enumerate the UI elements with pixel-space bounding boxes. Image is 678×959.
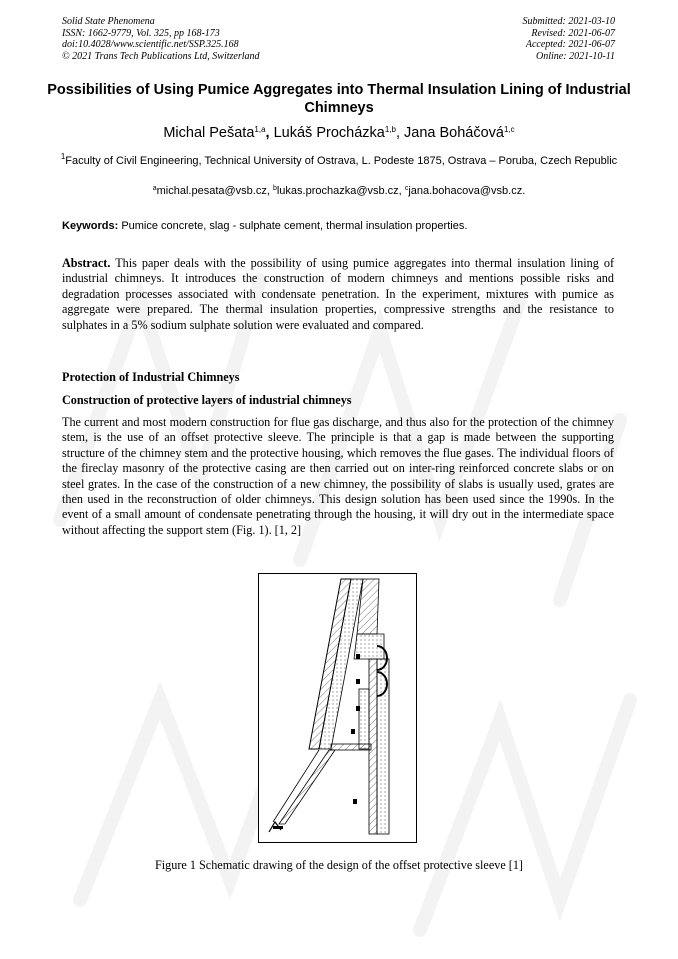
affiliation-text: Faculty of Civil Engineering, Technical University of Ostrava, L. Podeste 1875, Ostrava – Poruba, Czech Republic — [65, 155, 618, 167]
email-link[interactable]: jana.bohacova@vsb.cz. — [408, 185, 526, 197]
email-sup: b — [272, 185, 277, 192]
author-sup: 1,b — [384, 125, 396, 134]
author-name: Jana Boháčová — [404, 125, 504, 141]
email-sup: c — [404, 185, 409, 192]
body-paragraph: The current and most modern construction for flue gas discharge, and thus also for the protection of the chimney stem, is the use of an offset protective sleeve. The principle is that a gap is made between the supporting structure of the chimney stem and the protective housing, which removes the flue gases. The individual floors of the fireclay masonry of the protective casing are then carried out on inter-ring reinforced concrete slabs or on steel grates. In the case of the construction of a new chimney, the possibility of slabs is usually used, grates are then used in the reconstruction of older chimneys. This design solution has been used since the 1990s. In the event of a small amount of condensate penetrating through the housing, it will dry out in the intermediate space without affecting the support stem (Fig. 1). [1, 2] — [62, 415, 614, 537]
journal-header-right — [523, 16, 616, 62]
author-sup: 1,c — [503, 125, 515, 134]
online-date: Online: 2021-10-11 — [536, 50, 615, 62]
issn-line: ISSN: 1662-9779, Vol. 325, pp 168-173 — [62, 27, 220, 39]
email-link[interactable]: lukas.prochazka@vsb.cz, — [276, 185, 402, 197]
affiliation-sup: 1 — [60, 152, 66, 161]
email-sup: a — [152, 185, 157, 192]
email-link[interactable]: michal.pesata@vsb.cz, — [156, 185, 270, 197]
abstract-text: This paper deals with the possibility of using pumice aggregates into thermal insulation lining of industrial chimneys. It introduces the construction of modern chimneys and mentions possible risks and degradation processes associated with condensate penetration. In the experiment, mixtures with pumice as aggregate were prepared. The thermal insulation properties, compressive strengths and the resistance to sulphates in a 5% sodium sulphate solution were evaluated and compared. — [62, 256, 615, 332]
figure-caption: Figure 1 Schematic drawing of the design of the offset protective sleeve [1] — [155, 858, 523, 872]
copyright-line: © 2021 Trans Tech Publications Ltd, Switzerland — [62, 50, 260, 62]
abstract-label: Abstract. — [62, 256, 111, 270]
revised-date: Revised: 2021-06-07 — [531, 27, 615, 39]
section-heading: Protection of Industrial Chimneys — [62, 370, 240, 384]
subsection-heading: Construction of protective layers of industrial chimneys — [62, 393, 352, 407]
author-emails — [40, 185, 638, 197]
schematic-drawing-icon — [259, 574, 416, 842]
submitted-date: Submitted: 2021-03-10 — [522, 16, 615, 27]
author-name: Lukáš Procházka — [273, 125, 385, 141]
affiliation — [60, 149, 618, 169]
author-list: Michal Pešata$^{1,a}$, Lukáš Procházka$^{1,b}$, Jana Boháčová$^{1,c}$ — [163, 125, 515, 141]
journal-name: Solid State Phenomena — [62, 16, 155, 27]
abstract — [62, 256, 614, 333]
accepted-date: Accepted: 2021-06-07 — [525, 39, 615, 50]
keywords-label: Keywords: — [62, 220, 119, 232]
author-sup: 1,a — [254, 125, 266, 134]
keywords — [62, 220, 614, 232]
paper-title: Possibilities of Using Pumice Aggregates into Thermal Insulation Lining of Industrial Chimneys — [47, 82, 631, 116]
author-name: Michal Pešata — [163, 125, 255, 141]
figure-1 — [258, 573, 417, 843]
journal-header-left — [62, 16, 260, 62]
doi-line: doi:10.4028/www.scientific.net/SSP.325.168 — [62, 39, 239, 50]
keywords-text: Pumice concrete, slag - sulphate cement, thermal insulation properties. — [121, 220, 468, 232]
